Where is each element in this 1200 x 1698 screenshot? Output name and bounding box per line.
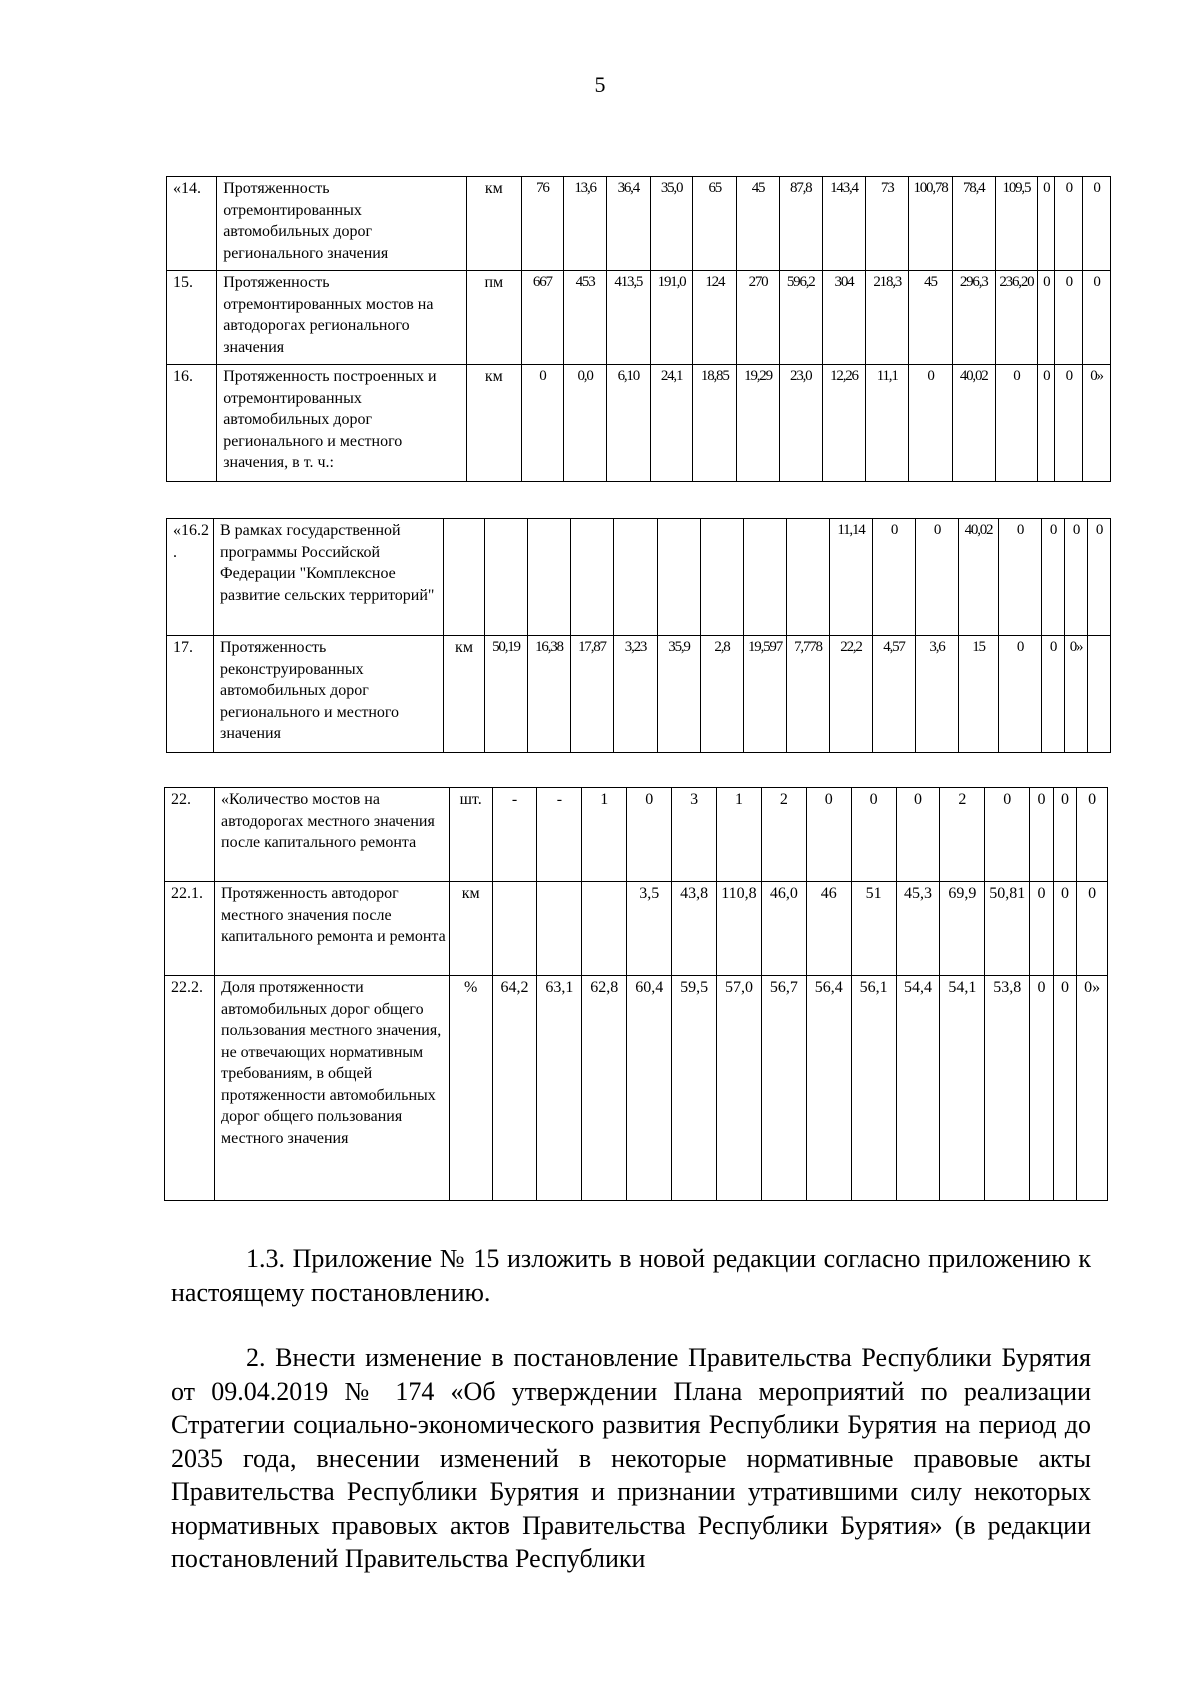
indicator-name: Протяженность автодорог местного значения после капитального ремонта и ремонта (215, 882, 450, 976)
value-cell (701, 519, 744, 636)
value-cell: 7,778 (787, 636, 830, 753)
value-cell: 56,7 (761, 976, 806, 1201)
value-cell (492, 882, 537, 976)
value-cell: 13,6 (564, 177, 607, 271)
value-cell: 0 (1053, 788, 1076, 882)
value-cell: 12,26 (822, 365, 866, 482)
value-cell: 0 (909, 365, 953, 482)
value-cell: 54,1 (940, 976, 985, 1201)
value-cell: 124 (693, 271, 737, 365)
value-cell: 50,81 (985, 882, 1030, 976)
unit-cell: км (467, 365, 521, 482)
value-cell: 667 (521, 271, 564, 365)
value-cell: 22,2 (830, 636, 873, 753)
value-cell: 15 (959, 636, 999, 753)
value-cell: 60,4 (627, 976, 672, 1201)
value-cell: 0 (1038, 271, 1055, 365)
row-number: 16. (167, 365, 217, 482)
value-cell (787, 519, 830, 636)
value-cell: 36,4 (606, 177, 650, 271)
value-cell (571, 519, 614, 636)
value-cell: 0 (851, 788, 896, 882)
value-cell: 0 (1055, 177, 1083, 271)
value-cell: 23,0 (779, 365, 822, 482)
value-cell: 191,0 (650, 271, 693, 365)
value-cell: 0 (1042, 519, 1065, 636)
table-row (167, 636, 1111, 753)
value-cell: 0 (1077, 788, 1108, 882)
value-cell: 56,4 (806, 976, 851, 1201)
value-cell: 453 (564, 271, 607, 365)
value-cell: 0 (985, 788, 1030, 882)
value-cell: 0 (1030, 788, 1053, 882)
row-number: 22.1. (165, 882, 215, 976)
value-cell: 3,5 (627, 882, 672, 976)
value-cell: 87,8 (779, 177, 822, 271)
unit-cell: % (449, 976, 492, 1201)
unit-cell: км (467, 177, 521, 271)
value-cell: 2 (761, 788, 806, 882)
value-cell: 78,4 (952, 177, 995, 271)
value-cell: 40,02 (952, 365, 995, 482)
indicator-name: Протяженность построенных и отремонтированных автомобильных дорог регионального и местного значения, в т. ч.: (217, 365, 467, 482)
value-cell: 35,0 (650, 177, 693, 271)
indicator-name: Протяженность отремонтированных автомобильных дорог регионального значения (217, 177, 467, 271)
value-cell: 3,23 (614, 636, 658, 753)
row-number: 15. (167, 271, 217, 365)
value-cell (485, 519, 528, 636)
value-cell: 218,3 (866, 271, 909, 365)
unit-cell (444, 519, 485, 636)
value-cell: 0 (1055, 271, 1083, 365)
value-cell: 11,1 (866, 365, 909, 482)
value-cell: 0 (1088, 519, 1111, 636)
value-cell: 17,87 (571, 636, 614, 753)
value-cell: 0 (1038, 177, 1055, 271)
value-cell: 0 (1038, 365, 1055, 482)
unit-cell: км (449, 882, 492, 976)
value-cell: 76 (521, 177, 564, 271)
value-cell: 0 (873, 519, 916, 636)
value-cell: 143,4 (822, 177, 866, 271)
indicator-table-3 (164, 787, 1108, 1201)
value-cell: 110,8 (717, 882, 762, 976)
value-cell: - (492, 788, 537, 882)
value-cell: 18,85 (693, 365, 737, 482)
value-cell: 45 (909, 271, 953, 365)
indicator-name: Доля протяженности автомобильных дорог общего пользования местного значения, не отвечающих нормативным требованиям, в общей протяженности автомобильных дорог общего пользования местного значения (215, 976, 450, 1201)
value-cell: 45 (737, 177, 780, 271)
value-cell: 0 (1053, 976, 1076, 1201)
value-cell: 53,8 (985, 976, 1030, 1201)
indicator-name: Протяженность реконструированных автомобильных дорог регионального и местного значения (214, 636, 444, 753)
value-cell: 57,0 (717, 976, 762, 1201)
value-cell: 11,14 (830, 519, 873, 636)
value-cell: 596,2 (779, 271, 822, 365)
value-cell: 54,4 (896, 976, 940, 1201)
value-cell (658, 519, 701, 636)
table-row (165, 882, 1108, 976)
row-number: 22. (165, 788, 215, 882)
table-row (167, 365, 1111, 482)
value-cell: 0» (1065, 636, 1088, 753)
value-cell: 0 (999, 636, 1042, 753)
value-cell: - (537, 788, 582, 882)
value-cell: 64,2 (492, 976, 537, 1201)
value-cell: 3,6 (916, 636, 959, 753)
paragraph-1-3: 1.3. Приложение № 15 изложить в новой редакции согласно приложению к настоящему постановлению. (171, 1244, 1091, 1307)
value-cell: 19,29 (737, 365, 780, 482)
table-row (167, 519, 1111, 636)
table-row (167, 271, 1111, 365)
value-cell: 46 (806, 882, 851, 976)
value-cell: 40,02 (959, 519, 999, 636)
value-cell: 35,9 (658, 636, 701, 753)
value-cell: 296,3 (952, 271, 995, 365)
value-cell: 3 (672, 788, 717, 882)
value-cell: 45,3 (896, 882, 940, 976)
value-cell: 56,1 (851, 976, 896, 1201)
indicator-table-1 (166, 176, 1111, 482)
indicator-name: «Количество мостов на автодорогах местного значения после капитального ремонта (215, 788, 450, 882)
value-cell: 65 (693, 177, 737, 271)
value-cell: 0 (806, 788, 851, 882)
value-cell: 270 (737, 271, 780, 365)
unit-cell: шт. (449, 788, 492, 882)
value-cell: 0 (1083, 271, 1111, 365)
value-cell: 0 (1055, 365, 1083, 482)
value-cell: 0» (1077, 976, 1108, 1201)
value-cell: 0 (916, 519, 959, 636)
row-number: «14. (167, 177, 217, 271)
page-number: 5 (594, 72, 606, 97)
value-cell (582, 882, 627, 976)
value-cell (528, 519, 571, 636)
value-cell (614, 519, 658, 636)
value-cell: 304 (822, 271, 866, 365)
value-cell: 0 (1083, 177, 1111, 271)
value-cell: 69,9 (940, 882, 985, 976)
indicator-table-2 (166, 518, 1111, 753)
value-cell: 0 (1030, 882, 1053, 976)
value-cell: 0 (521, 365, 564, 482)
value-cell: 43,8 (672, 882, 717, 976)
paragraph-2: 2. Внести изменение в постановление Правительства Республики Бурятия от 09.04.2019 № 174 «Об утверждении Плана мероприятий по реализации Стратегии социально-экономического развития Республики Бурятия на период до 2035 года, внесении изменений в некоторые нормативные правовые акты Правительства Республики Бурятия и признании утратившими силу некоторых нормативных правовых актов Правительства Республики Бурятия» (в редакции постановлений Правительства Республики (171, 1343, 1091, 1573)
value-cell (537, 882, 582, 976)
value-cell: 0 (1077, 882, 1108, 976)
value-cell: 46,0 (761, 882, 806, 976)
value-cell: 4,57 (873, 636, 916, 753)
value-cell: 1 (582, 788, 627, 882)
value-cell: 236,20 (995, 271, 1038, 365)
value-cell: 0 (896, 788, 940, 882)
value-cell: 1 (717, 788, 762, 882)
value-cell: 0 (627, 788, 672, 882)
value-cell: 0 (999, 519, 1042, 636)
value-cell (744, 519, 787, 636)
row-number: 17. (167, 636, 214, 753)
value-cell: 19,597 (744, 636, 787, 753)
value-cell: 51 (851, 882, 896, 976)
value-cell: 0» (1083, 365, 1111, 482)
row-number: 22.2. (165, 976, 215, 1201)
value-cell: 73 (866, 177, 909, 271)
value-cell: 0 (1030, 976, 1053, 1201)
value-cell: 0 (1042, 636, 1065, 753)
table-row (165, 788, 1108, 882)
indicator-name: В рамках государственной программы Российской Федерации "Комплексное развитие сельских территорий" (214, 519, 444, 636)
value-cell: 100,78 (909, 177, 953, 271)
indicator-name: Протяженность отремонтированных мостов на автодорогах регионального значения (217, 271, 467, 365)
table-row (167, 177, 1111, 271)
value-cell: 413,5 (606, 271, 650, 365)
value-cell: 16,38 (528, 636, 571, 753)
value-cell: 0,0 (564, 365, 607, 482)
value-cell: 0 (1065, 519, 1088, 636)
unit-cell: км (444, 636, 485, 753)
value-cell: 2 (940, 788, 985, 882)
unit-cell: пм (467, 271, 521, 365)
value-cell: 50,19 (485, 636, 528, 753)
value-cell: 109,5 (995, 177, 1038, 271)
value-cell: 0 (1053, 882, 1076, 976)
value-cell: 6,10 (606, 365, 650, 482)
value-cell: 59,5 (672, 976, 717, 1201)
value-cell: 24,1 (650, 365, 693, 482)
value-cell: 2,8 (701, 636, 744, 753)
row-number: «16.2. (167, 519, 214, 636)
value-cell: 63,1 (537, 976, 582, 1201)
table-row (165, 976, 1108, 1201)
value-cell: 62,8 (582, 976, 627, 1201)
value-cell: 0 (995, 365, 1038, 482)
